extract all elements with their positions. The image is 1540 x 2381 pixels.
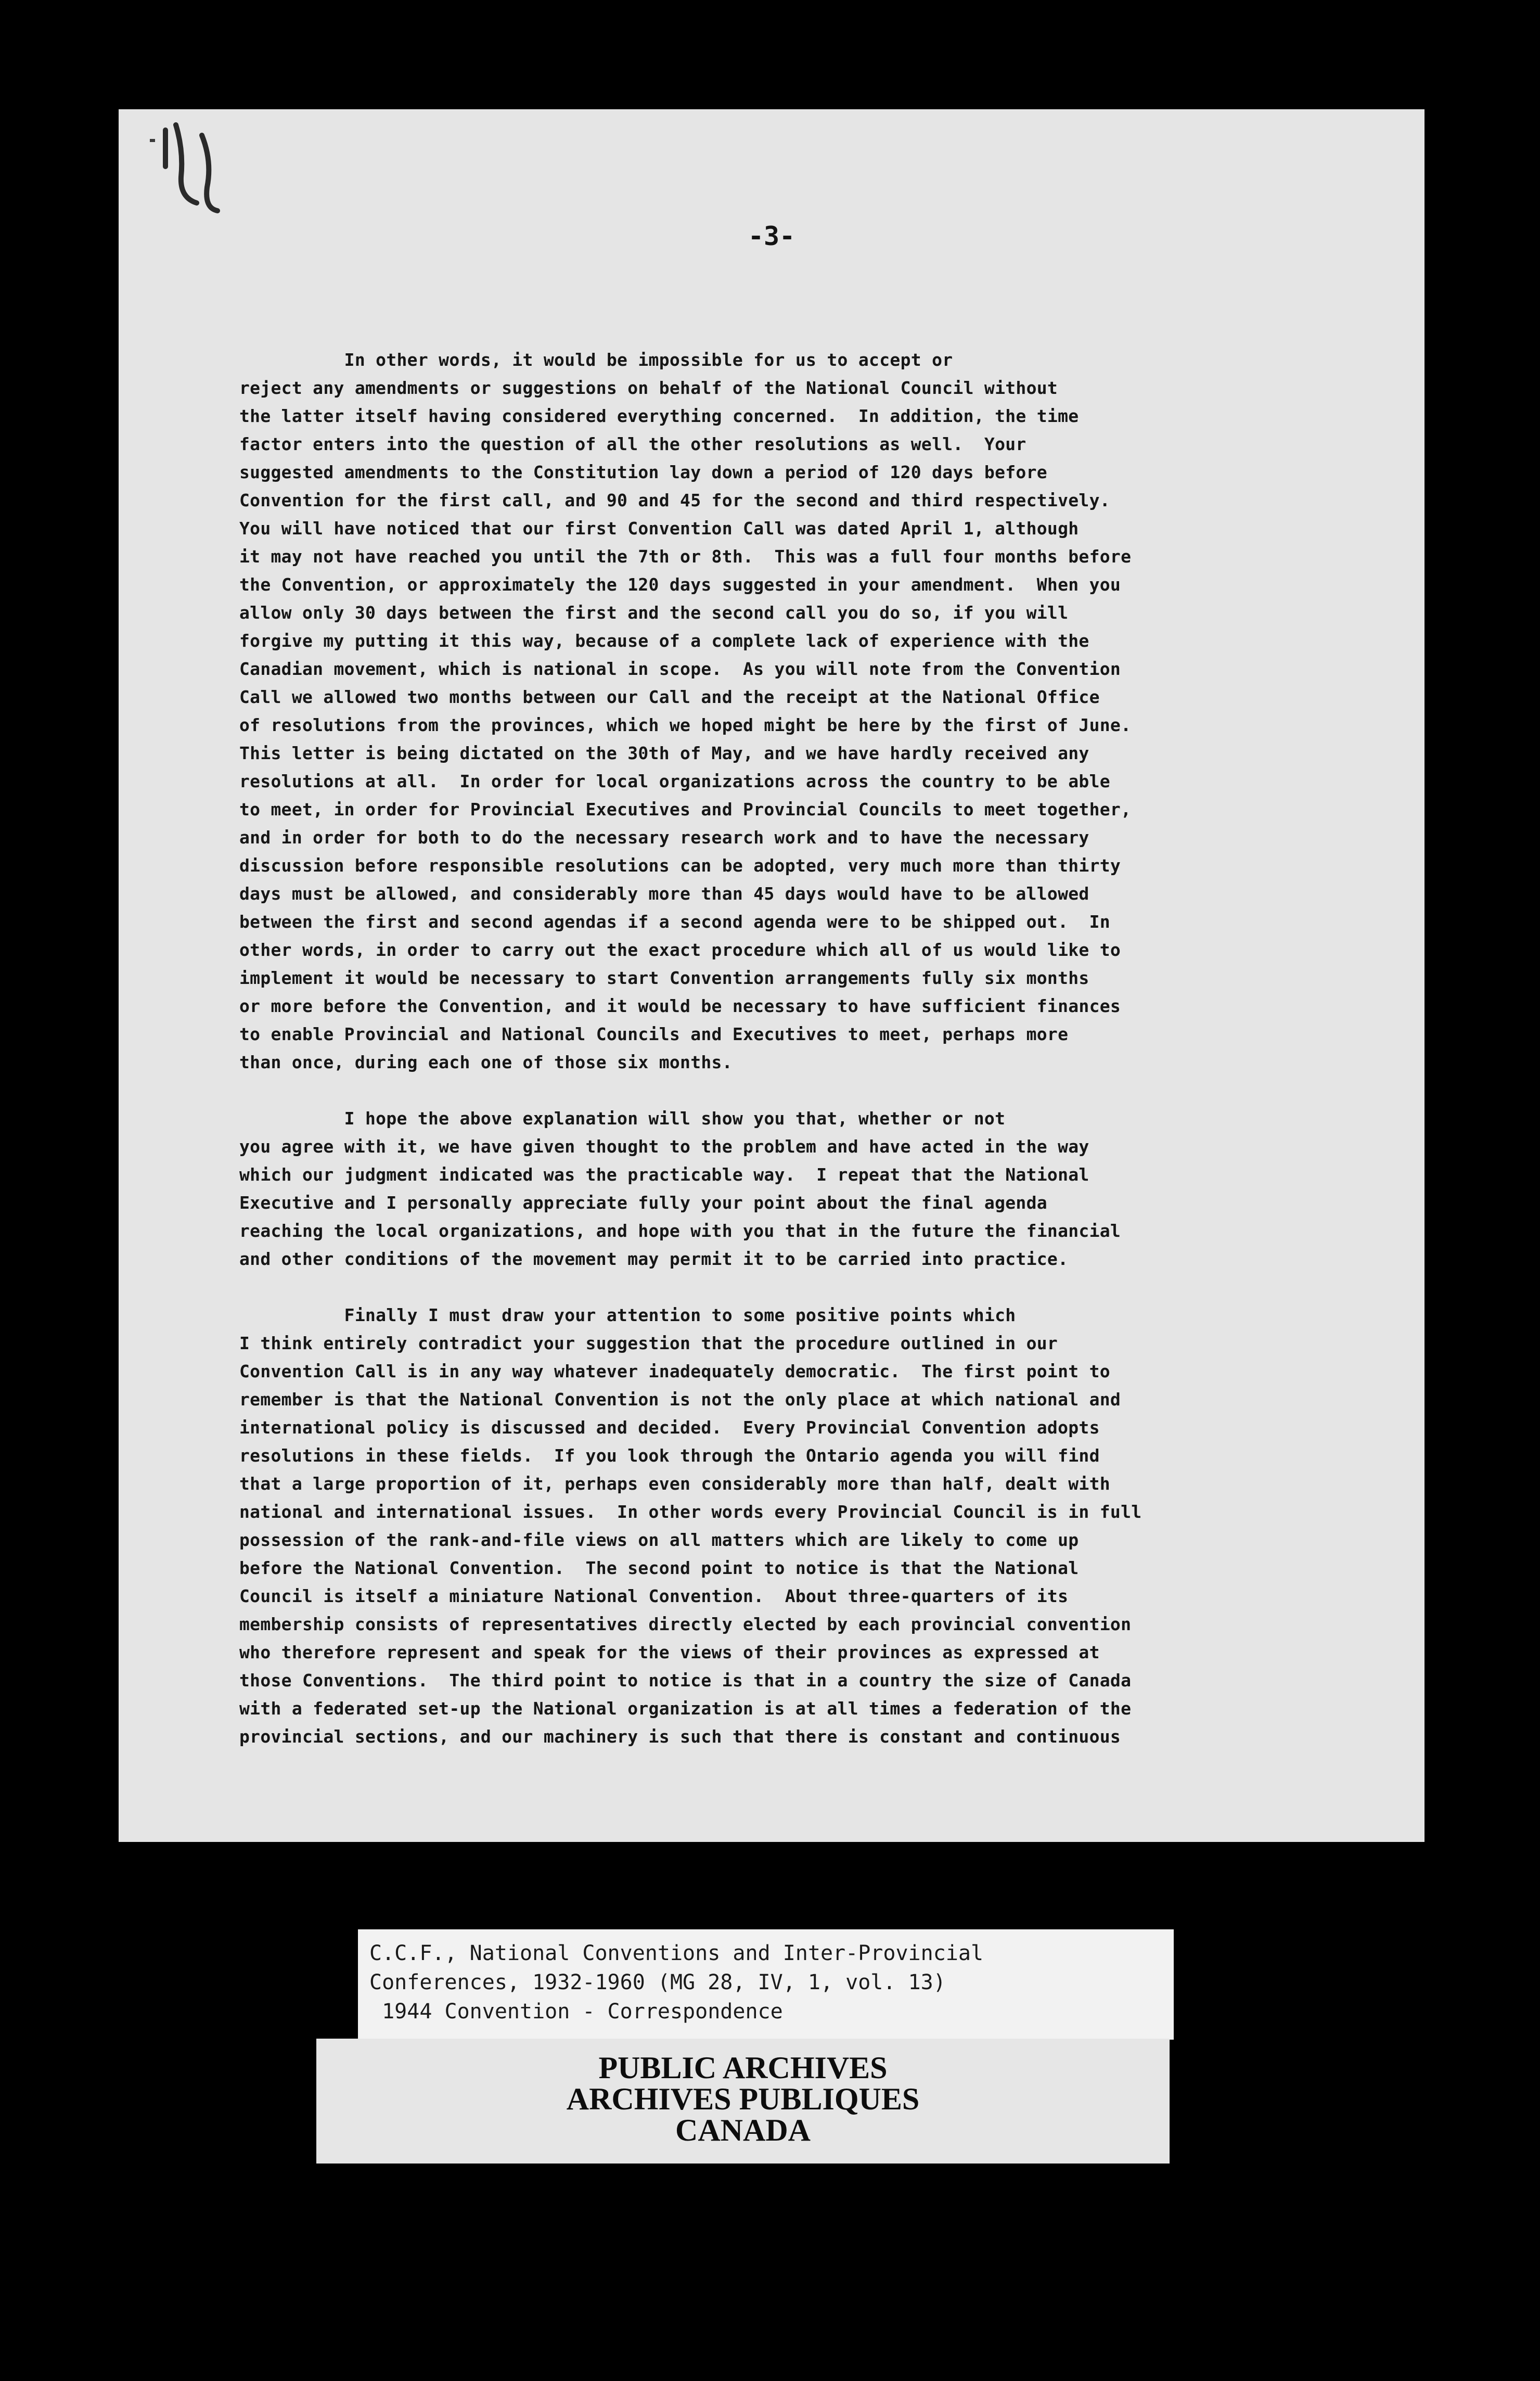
text-line: provincial sections, and our machinery is such that there is constant and continuous	[239, 1726, 1121, 1747]
caption-line: 1944 Convention - Correspondence	[369, 2000, 783, 2024]
text-line: factor enters into the question of all the other resolutions as well. Your	[239, 434, 1026, 454]
text-line: suggested amendments to the Constitution lay down a period of 120 days before	[239, 462, 1047, 482]
letter-body	[239, 346, 1358, 1751]
text-line: national and international issues. In other words every Provincial Council is in full	[239, 1502, 1142, 1522]
text-line: other words, in order to carry out the exact procedure which all of us would like to	[239, 940, 1121, 960]
text-line: discussion before responsible resolutions can be adopted, very much more than thirty	[239, 855, 1121, 876]
text-line: to meet, in order for Provincial Executives and Provincial Councils to meet together,	[239, 799, 1132, 820]
text-line: of resolutions from the provinces, which we hoped might be here by the first of June.	[239, 715, 1132, 735]
text-line: I think entirely contradict your suggestion that the procedure outlined in our	[239, 1333, 1058, 1353]
text-line: Canadian movement, which is national in scope. As you will note from the Convention	[239, 659, 1121, 679]
caption-line: Conferences, 1932-1960 (MG 28, IV, 1, vol. 13)	[369, 1970, 946, 1994]
text-line: to enable Provincial and National Councils and Executives to meet, perhaps more	[239, 1024, 1069, 1044]
text-line: with a federated set-up the National organization is at all times a federation of the	[239, 1698, 1132, 1719]
text-line: Council is itself a miniature National Convention. About three-quarters of its	[239, 1586, 1069, 1606]
text-line: implement it would be necessary to start Convention arrangements fully six months	[239, 968, 1089, 988]
text-line: I hope the above explanation will show you that, whether or not	[239, 1108, 1006, 1129]
text-line: the latter itself having considered everything concerned. In addition, the time	[239, 406, 1079, 426]
paragraph-2	[239, 1105, 1358, 1273]
text-line: before the National Convention. The second point to notice is that the National	[239, 1558, 1079, 1578]
text-line: resolutions in these fields. If you look through the Ontario agenda you will find	[239, 1445, 1100, 1466]
page-number: -3-	[748, 221, 795, 251]
paper-clip-mark	[139, 120, 254, 219]
text-line: which our judgment indicated was the practicable way. I repeat that the National	[239, 1164, 1089, 1185]
text-line: who therefore represent and speak for the views of their provinces as expressed at	[239, 1642, 1100, 1662]
text-line: possession of the rank-and-file views on all matters which are likely to come up	[239, 1530, 1079, 1550]
text-line: reaching the local organizations, and hope with you that in the future the financial	[239, 1221, 1121, 1241]
text-line: Executive and I personally appreciate fully your point about the final agenda	[239, 1193, 1047, 1213]
stamp-line: CANADA	[675, 2113, 811, 2147]
document-page	[119, 109, 1424, 1842]
text-line: Convention for the first call, and 90 and 45 for the second and third respectively.	[239, 490, 1110, 510]
text-line: forgive my putting it this way, because of a complete lack of experience with the	[239, 631, 1089, 651]
text-line: Call we allowed two months between our Call and the receipt at the National Office	[239, 687, 1100, 707]
text-line: days must be allowed, and considerably more than 45 days would have to be allowed	[239, 884, 1089, 904]
archive-caption-label	[358, 1929, 1174, 2040]
text-line: remember is that the National Convention is not the only place at which national and	[239, 1389, 1121, 1410]
text-line: the Convention, or approximately the 120 days suggested in your amendment. When you	[239, 574, 1121, 595]
text-line: membership consists of representatives directly elected by each provincial convention	[239, 1614, 1132, 1634]
text-line: than once, during each one of those six months.	[239, 1052, 733, 1072]
paragraph-3	[239, 1301, 1358, 1751]
text-line: reject any amendments or suggestions on behalf of the National Council without	[239, 378, 1058, 398]
text-line: resolutions at all. In order for local organizations across the country to be able	[239, 771, 1110, 791]
text-line: You will have noticed that our first Convention Call was dated April 1, although	[239, 518, 1079, 539]
text-line: This letter is being dictated on the 30th of May, and we have hardly received any	[239, 743, 1089, 763]
text-line: or more before the Convention, and it would be necessary to have sufficient finances	[239, 996, 1121, 1016]
text-line: between the first and second agendas if a second agenda were to be shipped out. In	[239, 912, 1110, 932]
text-line: In other words, it would be impossible for us to accept or	[239, 350, 953, 370]
text-line: allow only 30 days between the first and the second call you do so, if you will	[239, 603, 1069, 623]
text-line: and in order for both to do the necessary research work and to have the necessary	[239, 827, 1089, 848]
stamp-line: ARCHIVES PUBLIQUES	[566, 2082, 920, 2116]
text-line: international policy is discussed and decided. Every Provincial Convention adopts	[239, 1417, 1100, 1438]
stamp-line: PUBLIC ARCHIVES	[598, 2051, 888, 2085]
text-line: that a large proportion of it, perhaps even considerably more than half, dealt with	[239, 1474, 1110, 1494]
text-line: it may not have reached you until the 7th or 8th. This was a full four months before	[239, 546, 1132, 567]
text-line: you agree with it, we have given thought to the problem and have acted in the way	[239, 1136, 1089, 1157]
public-archives-stamp	[316, 2039, 1170, 2164]
text-line: Finally I must draw your attention to some positive points which	[239, 1305, 1016, 1325]
text-line: and other conditions of the movement may permit it to be carried into practice.	[239, 1249, 1069, 1269]
text-line: those Conventions. The third point to notice is that in a country the size of Canada	[239, 1670, 1132, 1691]
paragraph-1	[239, 346, 1358, 1077]
caption-line: C.C.F., National Conventions and Inter-Provincial	[369, 1941, 984, 1965]
text-line: Convention Call is in any way whatever inadequately democratic. The first point to	[239, 1361, 1110, 1381]
